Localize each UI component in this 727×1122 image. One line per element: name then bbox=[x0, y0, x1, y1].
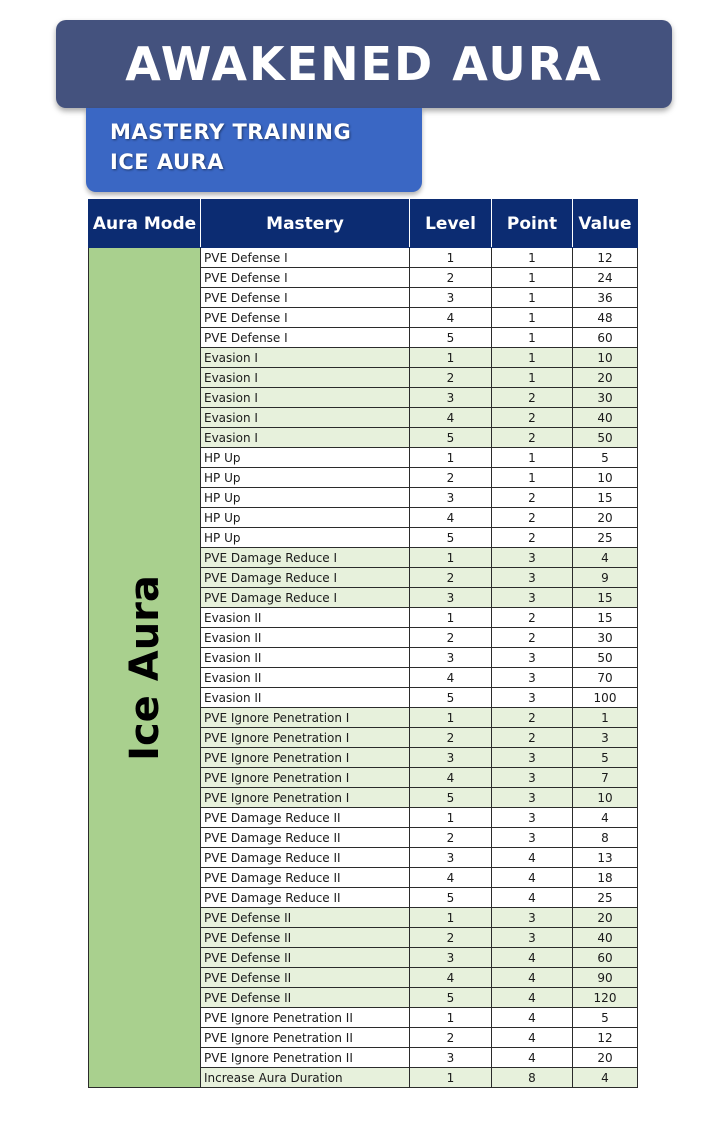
point-cell: 1 bbox=[492, 308, 573, 328]
mastery-cell: PVE Damage Reduce I bbox=[201, 568, 410, 588]
mastery-cell: Evasion II bbox=[201, 648, 410, 668]
value-cell: 25 bbox=[573, 888, 638, 908]
value-cell: 36 bbox=[573, 288, 638, 308]
point-cell: 3 bbox=[492, 668, 573, 688]
point-cell: 2 bbox=[492, 508, 573, 528]
column-header-mastery: Mastery bbox=[201, 200, 410, 248]
level-cell: 3 bbox=[410, 648, 492, 668]
point-cell: 1 bbox=[492, 248, 573, 268]
value-cell: 7 bbox=[573, 768, 638, 788]
level-cell: 1 bbox=[410, 1008, 492, 1028]
level-cell: 2 bbox=[410, 828, 492, 848]
point-cell: 1 bbox=[492, 288, 573, 308]
mastery-cell: Evasion II bbox=[201, 608, 410, 628]
mastery-cell: PVE Ignore Penetration II bbox=[201, 1048, 410, 1068]
mastery-cell: PVE Defense I bbox=[201, 328, 410, 348]
mastery-cell: Evasion II bbox=[201, 668, 410, 688]
value-cell: 90 bbox=[573, 968, 638, 988]
mastery-cell: Evasion I bbox=[201, 368, 410, 388]
title-banner bbox=[56, 20, 672, 108]
value-cell: 50 bbox=[573, 428, 638, 448]
value-cell: 20 bbox=[573, 368, 638, 388]
point-cell: 3 bbox=[492, 588, 573, 608]
point-cell: 2 bbox=[492, 528, 573, 548]
level-cell: 5 bbox=[410, 888, 492, 908]
value-cell: 30 bbox=[573, 628, 638, 648]
value-cell: 10 bbox=[573, 348, 638, 368]
mastery-cell: PVE Ignore Penetration I bbox=[201, 728, 410, 748]
point-cell: 2 bbox=[492, 708, 573, 728]
level-cell: 3 bbox=[410, 748, 492, 768]
aura-mode-label: Ice Aura bbox=[121, 574, 168, 761]
point-cell: 4 bbox=[492, 948, 573, 968]
mastery-cell: PVE Damage Reduce II bbox=[201, 868, 410, 888]
value-cell: 4 bbox=[573, 548, 638, 568]
value-cell: 30 bbox=[573, 388, 638, 408]
level-cell: 3 bbox=[410, 1048, 492, 1068]
level-cell: 1 bbox=[410, 248, 492, 268]
mastery-cell: Increase Aura Duration bbox=[201, 1068, 410, 1088]
value-cell: 1 bbox=[573, 708, 638, 728]
point-cell: 1 bbox=[492, 348, 573, 368]
point-cell: 3 bbox=[492, 908, 573, 928]
point-cell: 4 bbox=[492, 1028, 573, 1048]
level-cell: 4 bbox=[410, 768, 492, 788]
point-cell: 4 bbox=[492, 868, 573, 888]
point-cell: 4 bbox=[492, 1048, 573, 1068]
column-header-aura-mode: Aura Mode bbox=[89, 200, 201, 248]
point-cell: 2 bbox=[492, 388, 573, 408]
level-cell: 2 bbox=[410, 268, 492, 288]
mastery-table bbox=[88, 199, 638, 1088]
mastery-cell: PVE Defense I bbox=[201, 268, 410, 288]
level-cell: 1 bbox=[410, 348, 492, 368]
point-cell: 3 bbox=[492, 748, 573, 768]
mastery-cell: PVE Damage Reduce I bbox=[201, 588, 410, 608]
level-cell: 3 bbox=[410, 948, 492, 968]
point-cell: 3 bbox=[492, 568, 573, 588]
point-cell: 3 bbox=[492, 788, 573, 808]
mastery-cell: HP Up bbox=[201, 528, 410, 548]
level-cell: 1 bbox=[410, 1068, 492, 1088]
subtitle-line-2: ICE AURA bbox=[110, 150, 224, 174]
value-cell: 9 bbox=[573, 568, 638, 588]
mastery-cell: PVE Ignore Penetration I bbox=[201, 748, 410, 768]
mastery-cell: PVE Ignore Penetration I bbox=[201, 768, 410, 788]
mastery-cell: PVE Damage Reduce II bbox=[201, 848, 410, 868]
level-cell: 4 bbox=[410, 508, 492, 528]
level-cell: 1 bbox=[410, 448, 492, 468]
table-body bbox=[89, 248, 638, 1088]
value-cell: 48 bbox=[573, 308, 638, 328]
page-title: AWAKENED AURA bbox=[125, 37, 603, 91]
level-cell: 5 bbox=[410, 788, 492, 808]
level-cell: 4 bbox=[410, 308, 492, 328]
subtitle-box bbox=[86, 108, 422, 192]
level-cell: 1 bbox=[410, 708, 492, 728]
mastery-cell: HP Up bbox=[201, 488, 410, 508]
value-cell: 25 bbox=[573, 528, 638, 548]
point-cell: 2 bbox=[492, 628, 573, 648]
point-cell: 1 bbox=[492, 268, 573, 288]
point-cell: 3 bbox=[492, 648, 573, 668]
value-cell: 13 bbox=[573, 848, 638, 868]
level-cell: 2 bbox=[410, 568, 492, 588]
mastery-cell: HP Up bbox=[201, 468, 410, 488]
value-cell: 3 bbox=[573, 728, 638, 748]
mastery-cell: Evasion II bbox=[201, 628, 410, 648]
mastery-cell: PVE Defense I bbox=[201, 248, 410, 268]
point-cell: 3 bbox=[492, 688, 573, 708]
point-cell: 4 bbox=[492, 888, 573, 908]
point-cell: 4 bbox=[492, 1008, 573, 1028]
value-cell: 60 bbox=[573, 328, 638, 348]
value-cell: 5 bbox=[573, 448, 638, 468]
point-cell: 3 bbox=[492, 928, 573, 948]
level-cell: 2 bbox=[410, 468, 492, 488]
mastery-cell: HP Up bbox=[201, 508, 410, 528]
point-cell: 2 bbox=[492, 608, 573, 628]
level-cell: 1 bbox=[410, 808, 492, 828]
level-cell: 1 bbox=[410, 608, 492, 628]
level-cell: 3 bbox=[410, 288, 492, 308]
mastery-cell: PVE Damage Reduce II bbox=[201, 808, 410, 828]
level-cell: 4 bbox=[410, 408, 492, 428]
value-cell: 60 bbox=[573, 948, 638, 968]
point-cell: 4 bbox=[492, 848, 573, 868]
level-cell: 1 bbox=[410, 548, 492, 568]
column-header-level: Level bbox=[410, 200, 492, 248]
point-cell: 2 bbox=[492, 428, 573, 448]
level-cell: 5 bbox=[410, 328, 492, 348]
point-cell: 1 bbox=[492, 448, 573, 468]
level-cell: 5 bbox=[410, 688, 492, 708]
mastery-cell: PVE Damage Reduce I bbox=[201, 548, 410, 568]
value-cell: 18 bbox=[573, 868, 638, 888]
mastery-cell: PVE Ignore Penetration I bbox=[201, 788, 410, 808]
value-cell: 100 bbox=[573, 688, 638, 708]
level-cell: 4 bbox=[410, 968, 492, 988]
mastery-cell: Evasion I bbox=[201, 408, 410, 428]
mastery-cell: Evasion I bbox=[201, 428, 410, 448]
value-cell: 12 bbox=[573, 1028, 638, 1048]
mastery-cell: PVE Defense II bbox=[201, 908, 410, 928]
point-cell: 3 bbox=[492, 768, 573, 788]
level-cell: 3 bbox=[410, 588, 492, 608]
value-cell: 15 bbox=[573, 608, 638, 628]
point-cell: 3 bbox=[492, 548, 573, 568]
value-cell: 120 bbox=[573, 988, 638, 1008]
point-cell: 2 bbox=[492, 408, 573, 428]
point-cell: 2 bbox=[492, 728, 573, 748]
value-cell: 20 bbox=[573, 1048, 638, 1068]
level-cell: 2 bbox=[410, 628, 492, 648]
point-cell: 8 bbox=[492, 1068, 573, 1088]
value-cell: 50 bbox=[573, 648, 638, 668]
point-cell: 1 bbox=[492, 368, 573, 388]
table-header-row bbox=[89, 200, 638, 248]
mastery-cell: PVE Damage Reduce II bbox=[201, 828, 410, 848]
value-cell: 12 bbox=[573, 248, 638, 268]
value-cell: 8 bbox=[573, 828, 638, 848]
level-cell: 2 bbox=[410, 1028, 492, 1048]
subtitle-line-1: MASTERY TRAINING bbox=[110, 120, 352, 144]
mastery-cell: PVE Ignore Penetration II bbox=[201, 1008, 410, 1028]
mastery-cell: PVE Defense I bbox=[201, 308, 410, 328]
mastery-cell: Evasion II bbox=[201, 688, 410, 708]
table-row bbox=[89, 248, 638, 268]
aura-mode-cell bbox=[89, 248, 201, 1088]
mastery-cell: PVE Damage Reduce II bbox=[201, 888, 410, 908]
level-cell: 3 bbox=[410, 388, 492, 408]
value-cell: 20 bbox=[573, 508, 638, 528]
column-header-value: Value bbox=[573, 200, 638, 248]
value-cell: 10 bbox=[573, 788, 638, 808]
mastery-cell: PVE Ignore Penetration II bbox=[201, 1028, 410, 1048]
level-cell: 4 bbox=[410, 668, 492, 688]
mastery-cell: HP Up bbox=[201, 448, 410, 468]
point-cell: 1 bbox=[492, 468, 573, 488]
value-cell: 15 bbox=[573, 488, 638, 508]
level-cell: 5 bbox=[410, 428, 492, 448]
mastery-cell: PVE Defense II bbox=[201, 988, 410, 1008]
level-cell: 2 bbox=[410, 928, 492, 948]
value-cell: 5 bbox=[573, 1008, 638, 1028]
mastery-cell: Evasion I bbox=[201, 388, 410, 408]
level-cell: 2 bbox=[410, 368, 492, 388]
level-cell: 2 bbox=[410, 728, 492, 748]
level-cell: 1 bbox=[410, 908, 492, 928]
value-cell: 15 bbox=[573, 588, 638, 608]
point-cell: 3 bbox=[492, 828, 573, 848]
value-cell: 40 bbox=[573, 928, 638, 948]
mastery-cell: PVE Ignore Penetration I bbox=[201, 708, 410, 728]
level-cell: 3 bbox=[410, 488, 492, 508]
value-cell: 70 bbox=[573, 668, 638, 688]
level-cell: 3 bbox=[410, 848, 492, 868]
value-cell: 20 bbox=[573, 908, 638, 928]
point-cell: 3 bbox=[492, 808, 573, 828]
value-cell: 4 bbox=[573, 808, 638, 828]
column-header-point: Point bbox=[492, 200, 573, 248]
value-cell: 4 bbox=[573, 1068, 638, 1088]
value-cell: 40 bbox=[573, 408, 638, 428]
point-cell: 1 bbox=[492, 328, 573, 348]
level-cell: 5 bbox=[410, 988, 492, 1008]
value-cell: 5 bbox=[573, 748, 638, 768]
point-cell: 4 bbox=[492, 988, 573, 1008]
value-cell: 10 bbox=[573, 468, 638, 488]
level-cell: 4 bbox=[410, 868, 492, 888]
level-cell: 5 bbox=[410, 528, 492, 548]
point-cell: 4 bbox=[492, 968, 573, 988]
point-cell: 2 bbox=[492, 488, 573, 508]
mastery-cell: Evasion I bbox=[201, 348, 410, 368]
mastery-cell: PVE Defense II bbox=[201, 928, 410, 948]
mastery-cell: PVE Defense I bbox=[201, 288, 410, 308]
value-cell: 24 bbox=[573, 268, 638, 288]
mastery-cell: PVE Defense II bbox=[201, 948, 410, 968]
mastery-cell: PVE Defense II bbox=[201, 968, 410, 988]
